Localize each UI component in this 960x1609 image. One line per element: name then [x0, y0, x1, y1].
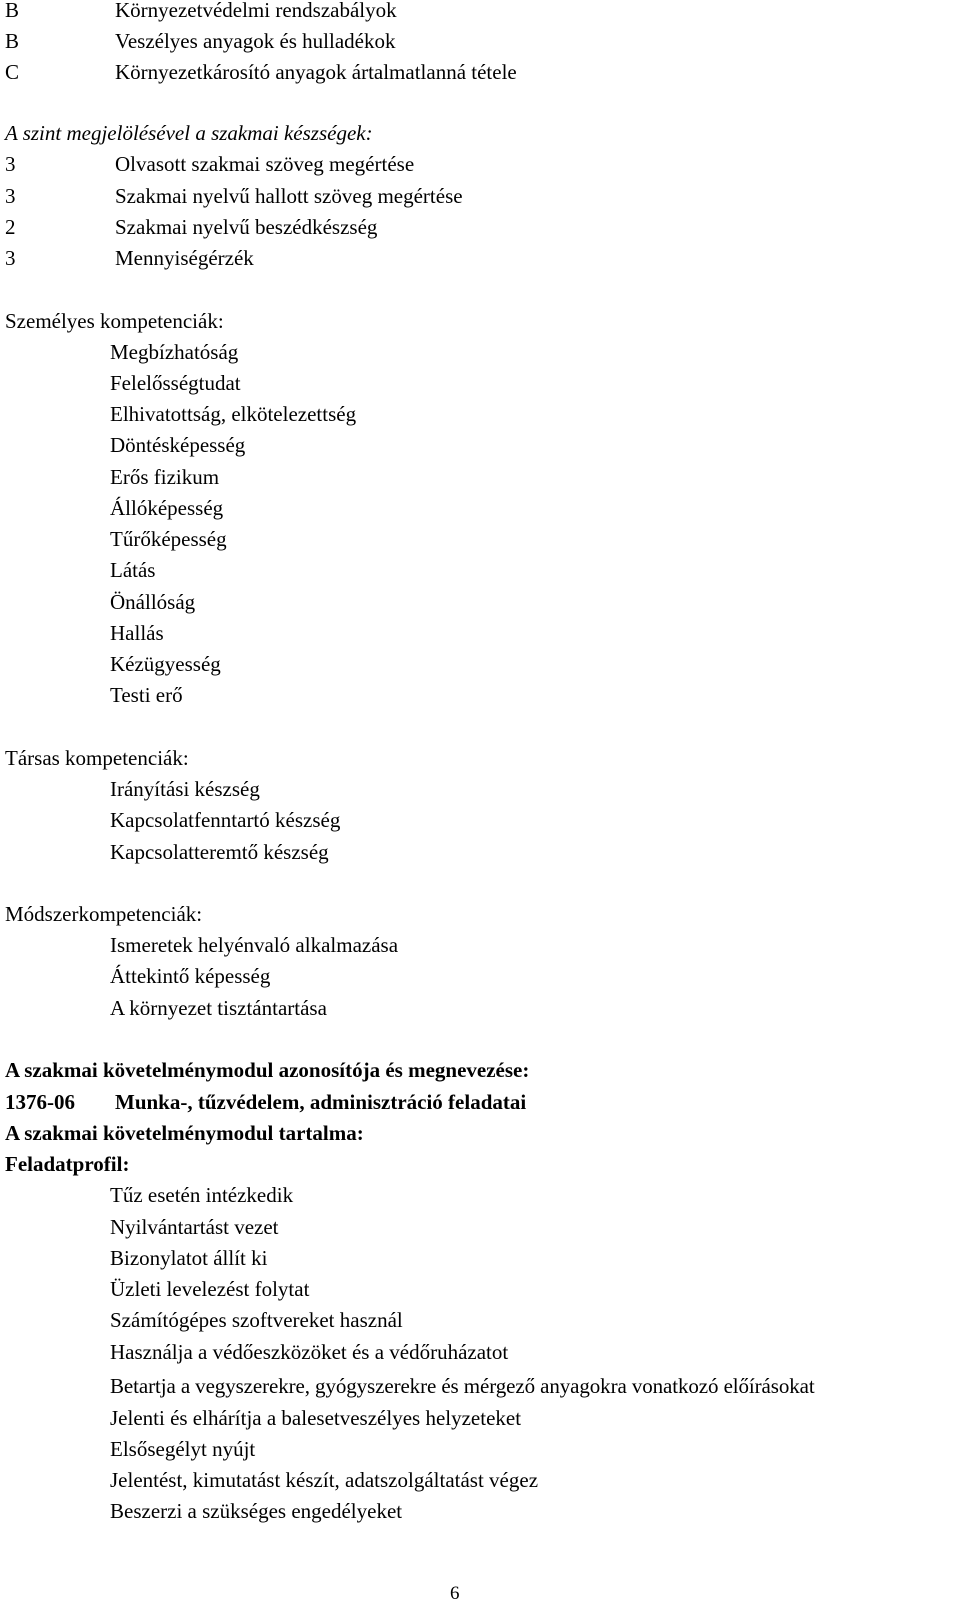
personal-heading: Személyes kompetenciák:: [5, 309, 224, 333]
level-code: 3: [5, 246, 16, 270]
module-id-heading: A szakmai követelménymodul azonosítója és megnevezése:: [5, 1058, 530, 1082]
knowledge-text: Veszélyes anyagok és hulladékok: [115, 29, 396, 53]
personal-item: Állóképesség: [110, 496, 224, 520]
level-code: 3: [5, 184, 16, 208]
social-item: Kapcsolatfenntartó készség: [110, 808, 341, 832]
personal-item: Erős fizikum: [110, 465, 220, 489]
level-code: C: [5, 60, 20, 84]
task-item: Jelenti és elhárítja a balesetveszélyes helyzeteket: [110, 1406, 522, 1430]
level-code: B: [5, 0, 20, 22]
social-item: Irányítási készség: [110, 777, 260, 801]
personal-item: Testi erő: [110, 683, 183, 707]
level-code: 2: [5, 215, 16, 239]
skill-text: Mennyiségérzék: [115, 246, 254, 270]
social-heading: Társas kompetenciák:: [5, 746, 189, 770]
skills-heading: A szint megjelölésével a szakmai készségek:: [5, 121, 373, 145]
method-item: Áttekintő képesség: [110, 964, 271, 988]
task-item: Elsősegélyt nyújt: [110, 1437, 256, 1461]
personal-item: Felelősségtudat: [110, 371, 241, 395]
level-code: B: [5, 29, 20, 53]
personal-item: Döntésképesség: [110, 433, 246, 457]
task-item: Jelentést, kimutatást készít, adatszolgáltatást végez: [110, 1468, 539, 1492]
skill-text: Szakmai nyelvű hallott szöveg megértése: [115, 184, 463, 208]
level-code: 3: [5, 152, 16, 176]
task-item: Használja a védőeszközöket és a védőruházatot: [110, 1340, 509, 1364]
task-item: Számítógépes szoftvereket használ: [110, 1308, 403, 1332]
task-item: Beszerzi a szükséges engedélyeket: [110, 1499, 403, 1523]
module-code: 1376-06: [5, 1090, 75, 1114]
personal-item: Kézügyesség: [110, 652, 221, 676]
module-content-heading: A szakmai követelménymodul tartalma:: [5, 1121, 364, 1145]
task-item: Nyilvántartást vezet: [110, 1215, 279, 1239]
method-item: A környezet tisztántartása: [110, 996, 327, 1020]
task-item: Üzleti levelezést folytat: [110, 1277, 310, 1301]
personal-item: Hallás: [110, 621, 164, 645]
skill-text: Olvasott szakmai szöveg megértése: [115, 152, 415, 176]
knowledge-text: Környezetkárosító anyagok ártalmatlanná tétele: [115, 60, 517, 84]
personal-item: Látás: [110, 558, 156, 582]
personal-item: Elhivatottság, elkötelezettség: [110, 402, 357, 426]
task-item: Tűz esetén intézkedik: [110, 1183, 294, 1207]
task-item: Bizonylatot állít ki: [110, 1246, 268, 1270]
method-heading: Módszerkompetenciák:: [5, 902, 203, 926]
personal-item: Tűrőképesség: [110, 527, 227, 551]
task-item: Betartja a vegyszerekre, gyógyszerekre és mérgező anyagokra vonatkozó előírásokat: [110, 1374, 815, 1398]
personal-item: Önállóság: [110, 590, 196, 614]
method-item: Ismeretek helyénvaló alkalmazása: [110, 933, 399, 957]
personal-item: Megbízhatóság: [110, 340, 239, 364]
task-profile-heading: Feladatprofil:: [5, 1152, 130, 1176]
skill-text: Szakmai nyelvű beszédkészség: [115, 215, 378, 239]
social-item: Kapcsolatteremtő készség: [110, 840, 329, 864]
page-number: 6: [450, 1583, 460, 1604]
module-name: Munka-, tűzvédelem, adminisztráció feladatai: [115, 1090, 527, 1114]
knowledge-text: Környezetvédelmi rendszabályok: [115, 0, 397, 22]
